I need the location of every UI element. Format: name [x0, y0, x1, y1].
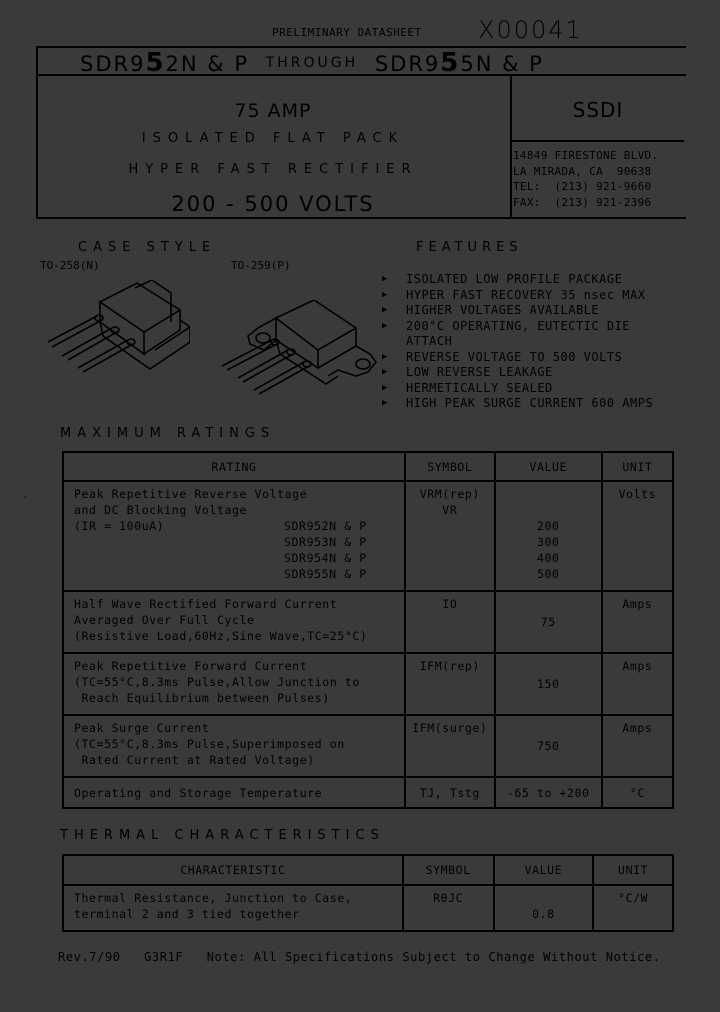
unit-cell: Amps [602, 591, 673, 653]
col-header-rating: RATING [63, 452, 405, 481]
feature-item: ▶ 200°C OPERATING, EUTECTIC DIE ATTACH [382, 318, 631, 348]
symbol-cell: IFM(surge) [405, 715, 495, 777]
bullet-icon: ▶ [382, 305, 388, 315]
divider [510, 140, 684, 142]
col-header-unit: UNIT [593, 855, 673, 885]
address-line1: 14849 FIRESTONE BLVD. [513, 149, 659, 162]
rating-cell: Half Wave Rectified Forward Current Averaged Over Full Cycle (Resistive Load,60Hz,Sine Wave,TC=25°C) [63, 591, 405, 653]
part-range-title [80, 48, 544, 78]
unit-cell: Amps [602, 653, 673, 715]
thermal-table [62, 854, 674, 932]
features-list [382, 272, 696, 412]
characteristic-cell: Thermal Resistance, Junction to Case, terminal 2 and 3 tied together [63, 885, 403, 931]
rating-cell: Peak Repetitive Forward Current (TC=55°C,8.3ms Pulse,Allow Junction to Reach Equilibrium between Pulses) [63, 653, 405, 715]
table-row [63, 481, 673, 591]
rating-cell: Operating and Storage Temperature [63, 777, 405, 808]
bullet-icon: ▶ [382, 367, 388, 377]
symbol-cell: TJ, Tstg [405, 777, 495, 808]
max-ratings-title: MAXIMUM RATINGS [60, 426, 276, 441]
col-header-symbol: SYMBOL [405, 452, 495, 481]
table-row [63, 885, 673, 931]
bullet-icon: ▶ [382, 382, 388, 393]
package-type: ISOLATED FLAT PACK [141, 131, 405, 146]
value-cell: 0.8 [494, 885, 594, 931]
thermal-title: THERMAL CHARACTERISTICS [60, 828, 385, 843]
device-type: HYPER FAST RECTIFIER [128, 162, 418, 177]
symbol-cell: VRM(rep) VR [405, 481, 495, 591]
bullet-icon: ▶ [382, 351, 388, 362]
unit-cell: Amps [602, 715, 673, 777]
doc-code: G3R1F [144, 950, 184, 964]
part-a-prefix: SDR9 [80, 52, 146, 76]
table-row [63, 591, 673, 653]
case-label-p: TO-259(P) [231, 259, 291, 272]
value-cell: 150 [495, 653, 602, 715]
unit-cell: Volts [602, 481, 673, 591]
value-cell: -65 to +200 [495, 777, 602, 808]
voltage-range: 200 - 500 VOLTS [171, 192, 375, 216]
col-header-unit: UNIT [602, 452, 673, 481]
part-b-prefix: SDR9 [374, 52, 441, 76]
value-cell: 750 [495, 715, 602, 777]
through-label: THROUGH [265, 55, 359, 71]
part-b-suffix: 5N & P [460, 52, 544, 76]
company-address [513, 148, 658, 210]
address-line2: LA MIRADA, CA 90638 [513, 164, 652, 178]
col-header-symbol: SYMBOL [403, 855, 494, 885]
symbol-cell: IFM(rep) [405, 653, 495, 715]
symbol-cell: RθJC [403, 885, 494, 931]
preliminary-label: PRELIMINARY DATASHEET [272, 26, 422, 39]
to258-package-icon [40, 280, 190, 380]
table-header-row [63, 855, 673, 885]
feature-item: ▶ HIGHER VOLTAGES AVAILABLE [382, 303, 600, 317]
col-header-value: VALUE [495, 452, 602, 481]
telephone: TEL: (213) 921-9660 [513, 180, 652, 193]
rating-cell: Peak Repetitive Reverse Voltage and DC Blocking Voltage (IR = 100uA) SDR952N & P SDR953N & P SDR954N & P SDR955N & P [63, 481, 405, 591]
unit-cell: °C [602, 777, 673, 808]
table-header-row [63, 452, 673, 481]
bullet-icon: ▶ [382, 398, 388, 408]
to259-package-icon [218, 300, 378, 395]
value-cell: 200 300 400 500 [495, 481, 602, 591]
feature-item: ▶ HIGH PEAK SURGE CURRENT 600 AMPS [382, 396, 654, 410]
bullet-icon: ▶ [382, 289, 388, 300]
case-style-title: CASE STYLE [78, 240, 217, 255]
revision: Rev.7/90 [58, 950, 121, 964]
table-row [63, 653, 673, 715]
features-title: FEATURES [416, 240, 523, 255]
bullet-icon: ▶ [382, 320, 388, 331]
feature-item: ▶ HYPER FAST RECOVERY 35 nsec MAX [382, 287, 646, 302]
table-row [63, 777, 673, 808]
part-a-suffix: 2N & P [165, 52, 250, 76]
max-ratings-table [62, 451, 674, 809]
case-label-n: TO-258(N) [40, 259, 100, 272]
symbol-cell: IO [405, 591, 495, 653]
scan-mark: - [22, 492, 29, 503]
feature-item: ▶ HERMETICALLY SEALED [382, 380, 553, 395]
footer [58, 950, 661, 964]
feature-item: ▶ ISOLATED LOW PROFILE PACKAGE [382, 272, 623, 286]
col-header-characteristic: CHARACTERISTIC [63, 855, 403, 885]
col-header-value: VALUE [494, 855, 594, 885]
fax: FAX: (213) 921-2396 [513, 195, 652, 209]
value-cell: 75 [495, 591, 602, 653]
part-a-bold: 5 [145, 48, 166, 78]
unit-cell: °C/W [593, 885, 673, 931]
table-row [63, 715, 673, 777]
document-number: X00041 [478, 16, 583, 44]
feature-item: ▶ REVERSE VOLTAGE TO 500 VOLTS [382, 349, 623, 364]
bullet-icon: ▶ [382, 274, 388, 284]
current-rating: 75 AMP [234, 100, 312, 122]
disclaimer-note: Note: All Specifications Subject to Change Without Notice. [206, 950, 661, 964]
rating-cell: Peak Surge Current (TC=55°C,8.3ms Pulse,Superimposed on Rated Current at Rated Voltage) [63, 715, 405, 777]
company-logo: SSDI [572, 98, 624, 122]
feature-item: ▶ LOW REVERSE LEAKAGE [382, 365, 553, 379]
part-b-bold: 5 [440, 48, 461, 78]
